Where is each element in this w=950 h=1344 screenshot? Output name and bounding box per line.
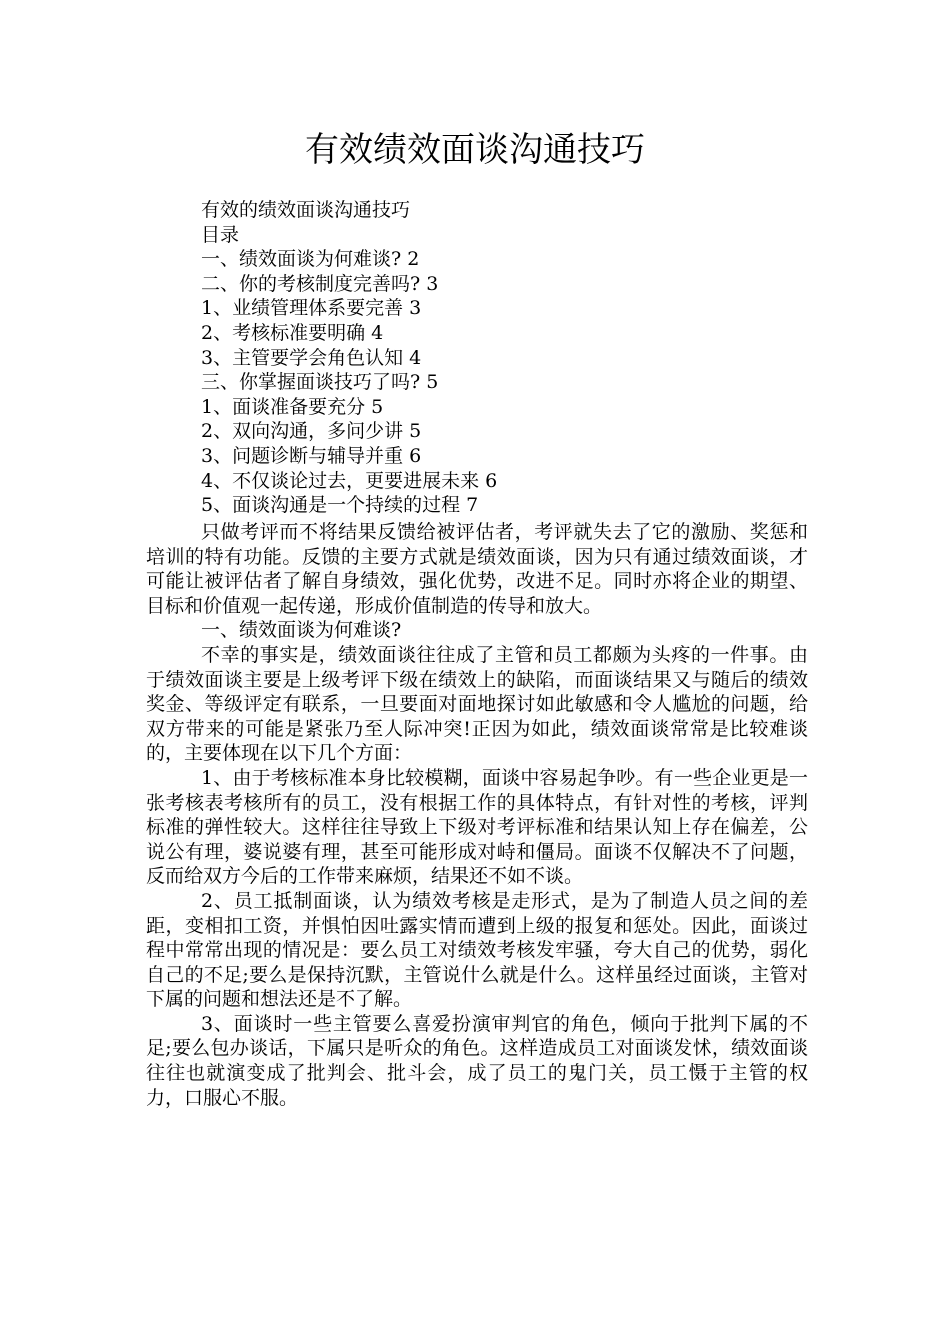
toc-line: 二、你的考核制度完善吗? 3 <box>201 272 439 295</box>
toc-line: 4、不仅谈论过去，更要进展未来 6 <box>201 469 498 492</box>
toc-line: 1、面谈准备要充分 5 <box>201 395 384 418</box>
toc-line: 三、你掌握面谈技巧了吗? 5 <box>201 371 439 394</box>
document-title: 有效绩效面谈沟通技巧 <box>305 130 645 170</box>
toc-line: 有效的绩效面谈沟通技巧 <box>201 199 411 221</box>
toc-line: 5、面谈沟通是一个持续的过程 7 <box>201 494 479 517</box>
toc-line: 1、业绩管理体系要完善 3 <box>201 297 422 320</box>
toc-line: 3、主管要学会角色认知 4 <box>201 346 422 369</box>
body-paragraph: 只做考评而不将结果反馈给被评估者，考评就失去了它的激励、奖惩和培训的特有功能。反馈的主要方式就是绩效面谈，因为只有通过绩效面谈，才可能让被评估者了解自身绩效，强化优势，改进不足。同时亦将企业的期望、目标和价值观一起传递，形成价值制造的传导和放大。 <box>146 521 808 617</box>
document-body <box>146 520 808 1110</box>
body-paragraph: 不幸的事实是，绩效面谈往往成了主管和员工都颇为头疼的一件事。由于绩效面谈主要是上级考评下级在绩效上的缺陷，而面谈结果又与随后的绩效奖金、等级评定有联系，一旦要面对面地探讨如此敏感和令人尴尬的问题，给双方带来的可能是紧张乃至人际冲突!正因为如此，绩效面谈常常是比较难谈的，主要体现在以下几个方面： <box>146 643 808 765</box>
toc-line: 2、双向沟通，多问少讲 5 <box>201 420 422 443</box>
body-paragraph: 2、员工抵制面谈，认为绩效考核是走形式，是为了制造人员之间的差距，变相扣工资，并惧怕因吐露实情而遭到上级的报复和惩处。因此，面谈过程中常常出现的情况是：要么员工对绩效考核发牢骚，夸大自己的优势，弱化自己的不足;要么是保持沉默，主管说什么就是什么。这样虽经过面谈，主管对下属的问题和想法还是不了解。 <box>146 889 808 1011</box>
toc-line: 3、问题诊断与辅导并重 6 <box>201 444 422 467</box>
toc-line: 2、考核标准要明确 4 <box>201 321 384 344</box>
toc-line: 一、绩效面谈为何难谈? 2 <box>201 248 420 271</box>
toc-line: 目录 <box>201 223 240 246</box>
table-of-contents <box>201 198 821 518</box>
body-paragraph: 1、由于考核标准本身比较模糊，面谈中容易起争吵。有一些企业更是一张考核表考核所有的员工，没有根据工作的具体特点，有针对性的考核，评判标准的弹性较大。这样往往导致上下级对考评标准和结果认知上存在偏差，公说公有理，婆说婆有理，甚至可能形成对峙和僵局。面谈不仅解决不了问题，反而给双方今后的工作带来麻烦，结果还不如不谈。 <box>146 766 808 888</box>
body-paragraph: 3、面谈时一些主管要么喜爱扮演审判官的角色，倾向于批判下属的不足;要么包办谈话，下属只是听众的角色。这样造成员工对面谈发怵，绩效面谈往往也就演变成了批判会、批斗会，成了员工的鬼门关，员工慑于主管的权力，口服心不服。 <box>146 1012 808 1109</box>
section-heading: 一、绩效面谈为何难谈? <box>201 619 402 642</box>
